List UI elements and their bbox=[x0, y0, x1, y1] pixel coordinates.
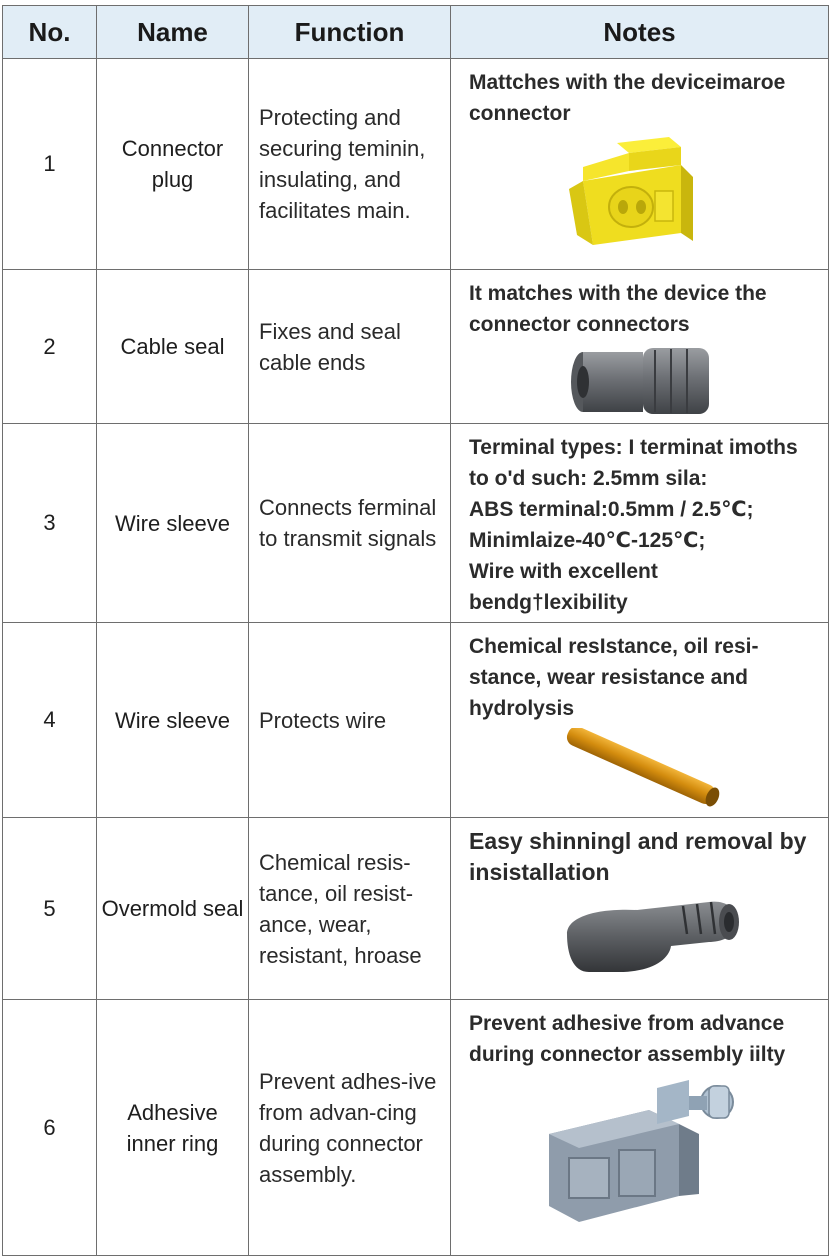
component-name: Overmold seal bbox=[97, 818, 249, 1000]
notes-text bbox=[469, 826, 822, 888]
notes-line: Chemical resIstance, oil resi-stance, wear resistance and hydrolysis bbox=[469, 635, 759, 720]
component-notes bbox=[451, 818, 829, 1000]
notes-text bbox=[469, 432, 822, 618]
notes-line: ABS terminal:0.5mm / 2.5℃; bbox=[469, 498, 754, 521]
notes-line: Easy shinningl and removal by insistallation bbox=[469, 828, 807, 885]
notes-line: Mattches with the deviceimaroe connector bbox=[469, 71, 786, 125]
component-notes bbox=[451, 424, 829, 623]
component-function: Protects wire bbox=[249, 623, 451, 818]
table-header-row bbox=[3, 6, 829, 59]
component-notes bbox=[451, 623, 829, 818]
row-number: 4 bbox=[3, 623, 97, 818]
notes-line: Prevent adhesive from advance during connector assembly iilty bbox=[469, 1012, 786, 1066]
component-name: Cable seal bbox=[97, 270, 249, 424]
row-number: 1 bbox=[3, 59, 97, 270]
table-row bbox=[3, 270, 829, 424]
component-name: Wire sleeve bbox=[97, 424, 249, 623]
header-notes: Notes bbox=[451, 6, 829, 59]
gray-cable-seal-icon bbox=[469, 344, 822, 418]
notes-line: to o'd such: 2.5mm sila: bbox=[469, 467, 708, 490]
row-number: 2 bbox=[3, 270, 97, 424]
notes-line: Minimlaize-40℃-125℃; bbox=[469, 529, 706, 552]
component-function: Chemical resis-tance, oil resist-ance, wear, resistant, hroase bbox=[249, 818, 451, 1000]
table-row bbox=[3, 424, 829, 623]
component-notes bbox=[451, 270, 829, 424]
header-name: Name bbox=[97, 6, 249, 59]
component-name: Adhesive inner ring bbox=[97, 1000, 249, 1256]
notes-text bbox=[469, 631, 822, 724]
table-row bbox=[3, 623, 829, 818]
orange-wire-sleeve-icon bbox=[469, 728, 822, 810]
notes-text bbox=[469, 1008, 822, 1070]
component-function: Protecting and securing teminin, insulating, and facilitates main. bbox=[249, 59, 451, 270]
component-spec-table bbox=[2, 5, 829, 1256]
notes-line: It matches with the device the connector connectors bbox=[469, 282, 767, 336]
component-notes bbox=[451, 59, 829, 270]
gray-overmold-seal-icon bbox=[469, 892, 822, 974]
notes-text bbox=[469, 278, 822, 340]
component-function: Prevent adhes-ive from advan-cing during connector assembly. bbox=[249, 1000, 451, 1256]
component-name: Connector plug bbox=[97, 59, 249, 270]
component-function: Connects ferminal to transmit signals bbox=[249, 424, 451, 623]
header-function: Function bbox=[249, 6, 451, 59]
row-number: 5 bbox=[3, 818, 97, 1000]
component-notes bbox=[451, 1000, 829, 1256]
table-row bbox=[3, 1000, 829, 1256]
row-number: 6 bbox=[3, 1000, 97, 1256]
table-row bbox=[3, 818, 829, 1000]
component-function: Fixes and seal cable ends bbox=[249, 270, 451, 424]
row-number: 3 bbox=[3, 424, 97, 623]
notes-line: Terminal types: I terminat imoths bbox=[469, 436, 798, 459]
blue-gray-connector-assembly-icon bbox=[469, 1074, 822, 1224]
notes-line: Wire with excellent bendg†lexibility bbox=[469, 560, 658, 614]
header-no: No. bbox=[3, 6, 97, 59]
notes-text bbox=[469, 67, 822, 129]
component-name: Wire sleeve bbox=[97, 623, 249, 818]
table-row bbox=[3, 59, 829, 270]
yellow-connector-plug-icon bbox=[469, 133, 822, 245]
